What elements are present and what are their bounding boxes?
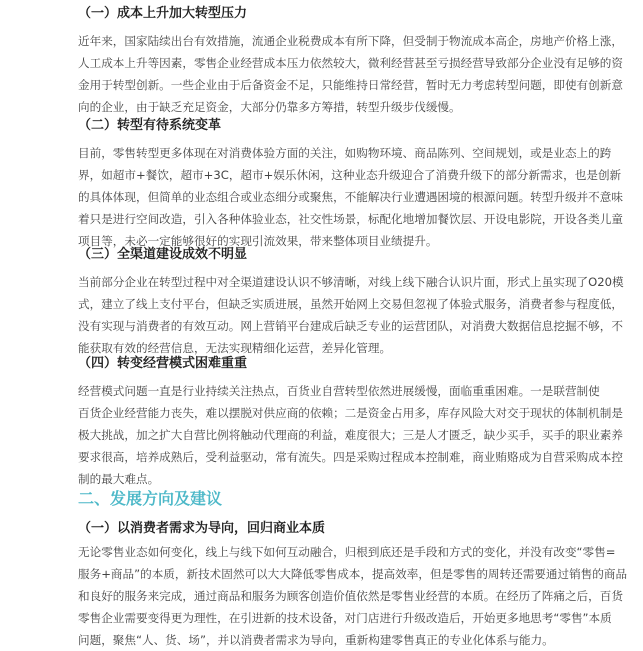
paragraph-line: 制的最大难点。	[78, 472, 160, 486]
section-business-model	[78, 356, 623, 490]
section-heading: （一）以消费者需求为导向，回归商业本质	[78, 521, 326, 536]
section-heading: （二）转型有待系统变革	[78, 118, 222, 133]
paragraph	[78, 541, 628, 651]
paragraph-line: 没有实现与消费者的有效互动。网上营销平台建成后缺乏专业的运营团队，对消费大数据信息挖掘不够，不	[78, 319, 623, 333]
paragraph-line: 当前部分企业在转型过程中对全渠道建设认识不够清晰，对线上线下融合认识片面，形式上虽实现了O20模	[78, 275, 624, 289]
section-heading: （一）成本上升加大转型压力	[78, 6, 248, 21]
section-heading: （四）转变经营模式困难重重	[78, 356, 248, 371]
paragraph-line: 目前，零售转型更多体现在对消费体验方面的关注，如购物环境、商品陈列、空间规划，或是业态上的跨	[78, 146, 612, 160]
section-consumer-oriented	[78, 521, 628, 651]
paragraph-line: 项目等，未必一定能够很好的实现引流效果，带来整体项目业绩提升。	[78, 234, 438, 248]
section-omnichannel	[78, 247, 624, 359]
part-two-heading: 二、发展方向及建议	[78, 489, 223, 508]
paragraph-line: 式，建立了线上支付平台，但缺乏实质进展，虽然开始网上交易但忽视了体验式服务，消费者参与程度低，	[78, 297, 623, 311]
paragraph-line: 金用于转型创新。一些企业由于后备资金不足，只能维持日常经营，暂时无力考虑转型问题，即使有创新意	[78, 78, 623, 92]
paragraph-line: 能获取有效的经营信息，无法实现精细化运营，差异化管理。	[78, 341, 392, 355]
section-cost-pressure	[78, 6, 623, 118]
section-system-reform	[78, 118, 623, 252]
paragraph-line: 要求很高，培养成熟后，受利益驱动，常有流失。四是采购过程成本控制难，商业贿赂成为自营采购成本控	[78, 450, 623, 464]
paragraph-line: 零售企业需要变得更为理性，在引进新的技术设备，对门店进行升级改造后，开始更多地思考“零售”本质	[78, 611, 612, 625]
paragraph-line: 无论零售业态如何变化，线上与线下如何互动融合，归根到底还是手段和方式的变化，并没有改变“零售=	[78, 545, 616, 559]
paragraph	[78, 380, 623, 490]
paragraph	[78, 142, 623, 252]
paragraph-line: 极大挑战，加之扩大自营比例将触动代理商的利益，难度很大；三是人才匮乏，缺少买手，买手的职业素养	[78, 428, 623, 442]
paragraph-line: 向的企业，由于缺乏充足资金，大部分仍靠多方筹措，转型升级步伐缓慢。	[78, 100, 461, 114]
paragraph-line: 着只是进行空间改造，引入各种体验业态，社交性场景，标配化地增加餐饮层、开设电影院，开设各类儿童	[78, 212, 623, 226]
paragraph-line: 问题，聚焦“人、货、场”，并以消费者需求为导向，重新构建零售真正的专业化体系与能力。	[78, 633, 554, 647]
paragraph-line: 经营模式问题一直是行业持续关注热点，百货业自营转型依然进展缓慢，面临重重困难。一是联营制使	[78, 384, 600, 398]
paragraph-line: 界，如超市+餐饮，超市+3C，超市+娱乐休闲，这种业态升级迎合了消费升级下的部分新需求，也是创新	[78, 168, 622, 182]
paragraph-line: 服务+商品”的本质，新技术固然可以大大降低零售成本，提高效率，但是零售的周转还需要通过销售的商品	[78, 567, 628, 581]
section-heading: （三）全渠道建设成效不明显	[78, 247, 248, 262]
paragraph-line: 百货企业经营能力丧失，难以摆脱对供应商的依赖；二是资金占用多，库存风险大对交于现状的体制机制是	[78, 406, 623, 420]
paragraph-line: 近年来，国家陆续出台有效措施，流通企业税费成本有所下降，但受制于物流成本高企，房地产价格上涨，	[78, 34, 623, 48]
paragraph-line: 人工成本上升等因素，零售企业经营成本压力依然较大，微利经营甚至亏损经营导致部分企业没有足够的资	[78, 56, 623, 70]
paragraph-line: 的具体体现，但简单的业态组合或业态细分或聚焦，不能解决行业遭遇困境的根源问题。转型升级并不意味	[78, 190, 623, 204]
paragraph	[78, 271, 624, 359]
paragraph	[78, 30, 623, 118]
paragraph-line: 和良好的服务来完成，通过商品和服务为顾客创造价值依然是零售业经营的本质。在经历了阵痛之后，百货	[78, 589, 623, 603]
